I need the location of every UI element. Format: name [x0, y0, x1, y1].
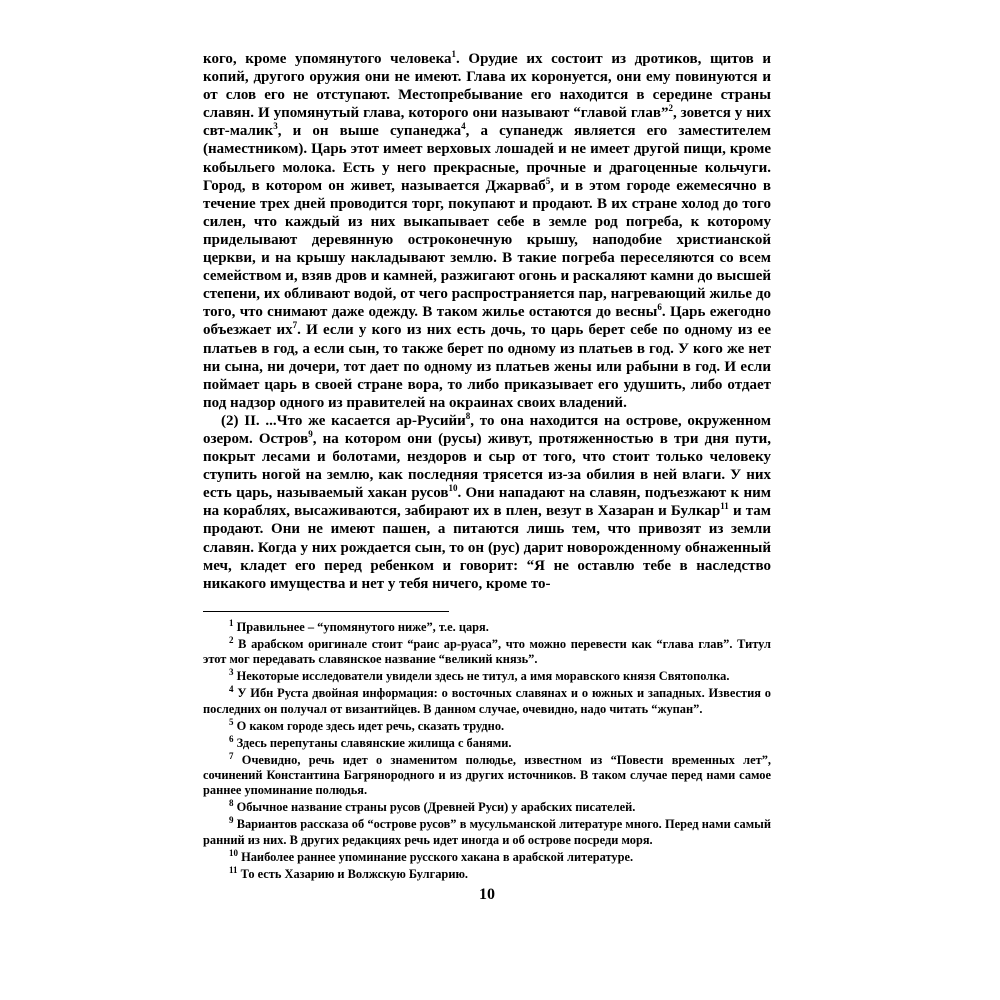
- footnote-number: 3: [229, 667, 234, 678]
- text-segment: кого, кроме упомянутого человека: [203, 51, 452, 67]
- text-segment: , зовется у них свт-малик: [203, 105, 772, 140]
- footnote-separator: [203, 611, 449, 612]
- text-segment: . Царь ежегодно объезжает их: [203, 304, 771, 339]
- footnote-marker[interactable]: 10: [448, 483, 458, 494]
- footnote-number: 9: [229, 815, 234, 826]
- footnote: [203, 800, 771, 815]
- footnote-marker[interactable]: 2: [668, 103, 673, 114]
- footnote-text: Вариантов рассказа об “острове русов” в мусульманской литературе много. Перед нами самый ранний из них. В других редакциях речь идет иногда и об острове посреди моря.: [203, 817, 771, 847]
- footnote: [203, 669, 771, 684]
- page-number: 10: [479, 886, 495, 904]
- footnote: [203, 716, 771, 734]
- footnote: [203, 847, 771, 865]
- footnote-number: 1: [229, 617, 234, 628]
- footnote: [203, 686, 771, 717]
- footnote-number: 11: [229, 864, 238, 875]
- footnote: [203, 750, 771, 799]
- text-segment: , на котором они (русы) живут, протяженностью в три дня пути, покрыт лесами и болотами, нездоров и сыр от того, что стоит только человеку ступить ногой на землю, как последняя трясется из-за обилия в ней влаги. У них есть царь, называемый хакан русов: [203, 430, 771, 502]
- footnote-text: Некоторые исследователи увидели здесь не титул, а имя моравского князя Святополка.: [233, 669, 730, 684]
- footnote-marker[interactable]: 8: [465, 410, 471, 421]
- text-segment: . Орудие их состоит из дротиков, щитов и копий, другого оружия они не имеют. Глава их коронуется, они ему повинуются и от слов его не отступают. Местопребывание его находится в середине страны славян. И упомянутый глава, которого они называют “главой глав”: [203, 51, 772, 122]
- text-segment: и там продают. Они не имеют пашен, а питаются лишь тем, что привозят из земли славян. Когда у них рождается сын, то он (рус) дарит новорожденному обнаженный меч, кладет его перед ребенком и говорит: “Я не оставлю тебе в наследство никакого имущества и нет у тебя ничего, кроме то-: [203, 503, 771, 592]
- footnote-text: В арабском оригинале стоит “раис ар-руаса”, что можно перевести как “глава глав”. Титул этот мог передавать славянское название “великий князь”.: [203, 636, 771, 667]
- footnote-number: 2: [229, 634, 234, 645]
- footnote-marker[interactable]: 4: [461, 121, 466, 132]
- main-text: [203, 50, 771, 593]
- footnote-marker[interactable]: 9: [308, 428, 313, 439]
- text-segment: . Они нападают на славян, подъезжают к ним на кораблях, высаживаются, забирают их в плен, везут в Хазаран и Булкар: [203, 485, 772, 520]
- footnote-marker[interactable]: 1: [451, 49, 456, 59]
- footnote-text: Здесь перепутаны славянские жилища с банями.: [233, 735, 512, 750]
- text-segment: , и он выше супанеджа: [277, 123, 462, 140]
- text-segment: . И если у кого из них есть дочь, то царь берет себе по одному из ее платьев в год, а если сын, то также берет по одному из платьев в год. У кого же нет ни сына, ни дочери, тот дает по одному из платьев жены или рабыни в год. И если поймает царь в своей стране вора, то либо приказывает его удушить, либо отдает под надзор одного из правителей на окраинах своих владений.: [203, 322, 772, 411]
- footnote: [203, 617, 771, 635]
- footnote-text: Очевидно, речь идет о знаменитом полюдье, известном из “Повести временных лет”, сочинений Константина Багрянородного и из других источников. В таком случае перед нами самое раннее упоминание полюдья.: [203, 752, 771, 798]
- paragraph-2: [203, 412, 771, 593]
- footnote-text: У Ибн Руста двойная информация: о восточных славянах и о южных и западных. Известия о последних он получал от византийцев. В данном случае, очевидно, надо читать “жупан”.: [203, 686, 771, 716]
- footnote-marker[interactable]: 3: [273, 121, 278, 132]
- footnote-text: Правильнее – “упомянутого ниже”, т.е. царя.: [233, 619, 489, 634]
- footnote: [203, 864, 771, 882]
- footnote-number: 4: [229, 684, 234, 695]
- footnote: [203, 634, 771, 668]
- footnote-number: 10: [229, 847, 238, 858]
- footnote-number: 8: [229, 798, 234, 809]
- footnote: [203, 817, 771, 848]
- paragraph-1: [203, 50, 771, 412]
- text-segment: , а супанедж является его заместителем (наместником). Царь этот имеет верховых лошадей и не имеет другой пищи, кроме кобыльего молока. Есть у него прекрасные, прочные и драгоценные кольчуги. Город, в котором он живет, называется Джарваб: [203, 123, 771, 194]
- footnote-marker[interactable]: 7: [292, 320, 298, 331]
- footnote-marker[interactable]: 5: [545, 175, 551, 186]
- footnote-number: 6: [229, 733, 234, 744]
- text-segment: , и в этом городе ежемесячно в течение трех дней проводится торг, покупают и продают. В их стране холод до того силен, что каждый из них выкапывает себе в земле род погреба, к которому приделывают деревянную остроконечную крышу, наподобие христианской церкви, и на крышу накладывают землю. В такие погреба переселяются со всем семейством и, взяв дров и камней, разжигают огонь и раскаляют камни до высшей степени, их обливают водой, от чего распространяется пар, нагревающий жилье до того, что снимают даже одежду. В таком жилье остаются до весны: [203, 177, 772, 321]
- footnotes: [203, 617, 771, 882]
- footnote-number: 7: [229, 750, 234, 761]
- text-segment: (2) II. ...Что же касается ар-Русийи: [221, 412, 466, 429]
- footnote-number: 5: [229, 716, 234, 727]
- text-segment: , то она находится на острове, окруженном озером. Остров: [203, 412, 771, 447]
- book-page: [203, 50, 771, 904]
- footnote-marker[interactable]: 6: [657, 302, 662, 313]
- footnote-text: Наиболее раннее упоминание русского хакана в арабской литературе.: [238, 849, 634, 864]
- footnote-text: То есть Хазарию и Волжскую Булгарию.: [237, 866, 469, 881]
- footnote: [203, 733, 771, 751]
- footnote-marker[interactable]: 11: [720, 501, 729, 512]
- footnote-text: Обычное название страны русов (Древней Руси) у арабских писателей.: [233, 800, 636, 815]
- footnote-text: О каком городе здесь идет речь, сказать трудно.: [233, 718, 505, 733]
